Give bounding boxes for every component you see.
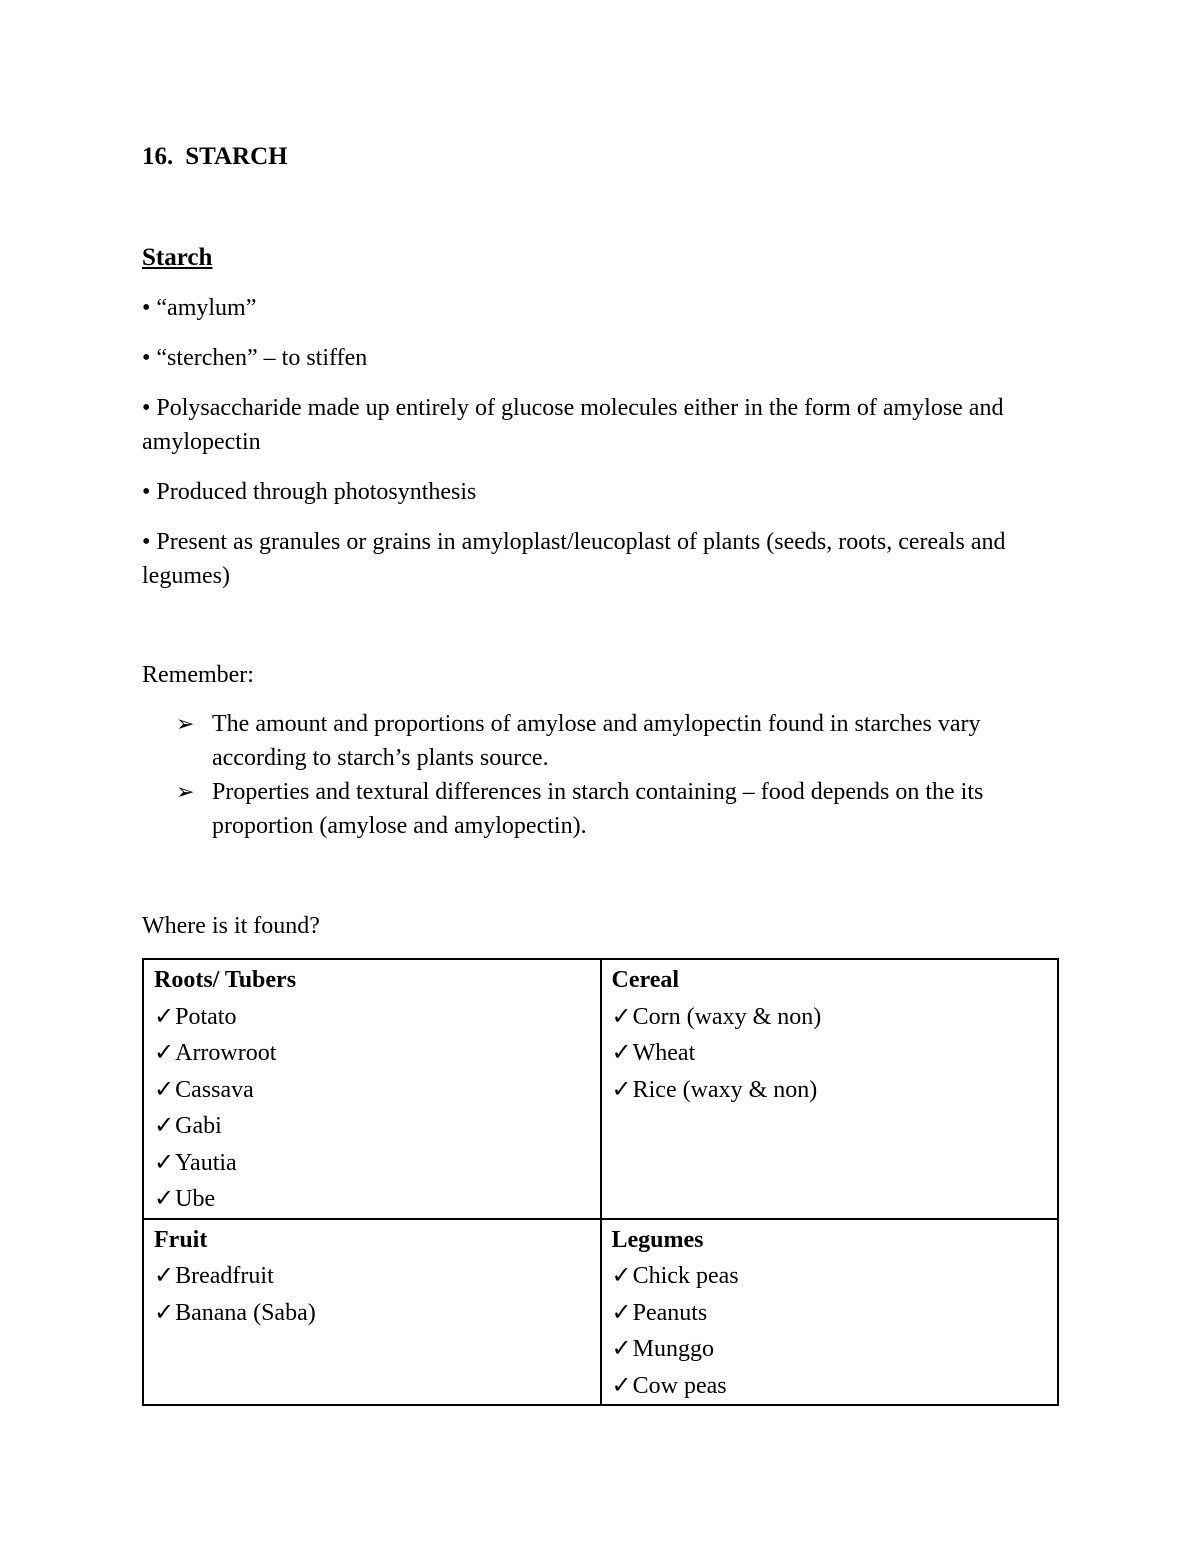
check-icon: ✓ bbox=[611, 1040, 632, 1066]
remember-list bbox=[176, 707, 1056, 843]
list-item bbox=[612, 1072, 1048, 1109]
list-item bbox=[154, 1108, 590, 1145]
starch-bullet-list bbox=[142, 291, 1042, 609]
item-text: Arrowroot bbox=[175, 1040, 277, 1066]
list-item bbox=[612, 1258, 1048, 1295]
sources-table bbox=[142, 958, 1059, 1406]
bullet-text: Present as granules or grains in amyloplast/leucoplast of plants (seeds, roots, cereals and legumes) bbox=[142, 529, 1006, 589]
bullet-text: Produced through photosynthesis bbox=[156, 479, 477, 505]
list-item bbox=[154, 1072, 590, 1109]
item-text: Cow peas bbox=[632, 1372, 727, 1399]
section-title: STARCH bbox=[185, 143, 288, 170]
list-item bbox=[612, 1368, 1048, 1405]
list-item bbox=[154, 1295, 590, 1332]
check-icon: ✓ bbox=[611, 1003, 632, 1030]
section-heading bbox=[142, 140, 288, 174]
item-text: Ube bbox=[175, 1186, 216, 1212]
check-icon: ✓ bbox=[154, 1076, 175, 1103]
remember-text: The amount and proportions of amylose and amylopectin found in starches vary according to starch’s plants source. bbox=[212, 711, 981, 771]
bullet-icon: • bbox=[142, 395, 151, 421]
list-item bbox=[612, 1035, 1048, 1072]
bullet-item bbox=[142, 475, 1042, 509]
check-icon: ✓ bbox=[154, 1263, 175, 1289]
item-text: Breadfruit bbox=[175, 1263, 274, 1289]
check-icon: ✓ bbox=[154, 1003, 175, 1030]
bullet-icon: • bbox=[142, 529, 151, 555]
table-cell-fruit bbox=[143, 1219, 601, 1406]
bullet-item bbox=[142, 391, 1042, 459]
remember-text: Properties and textural differences in starch containing – food depends on the its proportion (amylose and amylopectin). bbox=[212, 779, 984, 839]
table-cell-roots-tubers bbox=[143, 959, 601, 1219]
list-item bbox=[154, 1145, 590, 1182]
bullet-text: “amylum” bbox=[156, 295, 257, 321]
check-icon: ✓ bbox=[611, 1076, 632, 1103]
list-item bbox=[612, 1331, 1048, 1368]
check-icon: ✓ bbox=[611, 1263, 632, 1289]
item-text: Wheat bbox=[632, 1040, 696, 1066]
arrow-bullet-icon: ➢ bbox=[176, 779, 195, 804]
cell-heading: Cereal bbox=[611, 967, 680, 993]
item-text: Banana (Saba) bbox=[175, 1299, 316, 1326]
item-text: Peanuts bbox=[632, 1299, 708, 1326]
bullet-icon: • bbox=[142, 295, 151, 321]
cell-heading: Roots/ Tubers bbox=[154, 967, 297, 993]
check-icon: ✓ bbox=[154, 1040, 175, 1066]
item-text: Potato bbox=[175, 1003, 237, 1030]
table-cell-legumes bbox=[601, 1219, 1059, 1406]
check-icon: ✓ bbox=[154, 1299, 175, 1326]
bullet-item bbox=[142, 341, 1042, 375]
remember-label: Remember: bbox=[142, 662, 254, 688]
list-item bbox=[154, 1258, 590, 1295]
where-label: Where is it found? bbox=[142, 913, 320, 939]
item-text: Chick peas bbox=[632, 1263, 739, 1289]
cell-heading: Legumes bbox=[611, 1226, 704, 1253]
starch-subheading: Starch bbox=[142, 244, 213, 271]
bullet-icon: • bbox=[142, 345, 151, 371]
check-icon: ✓ bbox=[154, 1113, 175, 1139]
list-item bbox=[154, 999, 590, 1036]
list-item bbox=[154, 1181, 590, 1218]
remember-item bbox=[176, 775, 1056, 843]
item-text: Cassava bbox=[175, 1076, 254, 1103]
check-icon: ✓ bbox=[154, 1186, 175, 1212]
item-text: Rice (waxy & non) bbox=[632, 1076, 818, 1103]
item-text: Gabi bbox=[175, 1113, 222, 1139]
list-item bbox=[154, 1035, 590, 1072]
check-icon: ✓ bbox=[154, 1149, 175, 1176]
bullet-text: “sterchen” – to stiffen bbox=[156, 345, 368, 371]
item-text: Corn (waxy & non) bbox=[632, 1003, 822, 1030]
bullet-text: Polysaccharide made up entirely of glucose molecules either in the form of amylose and amylopectin bbox=[142, 395, 1004, 455]
table-row bbox=[143, 1219, 1058, 1406]
check-icon: ✓ bbox=[611, 1372, 632, 1399]
bullet-item bbox=[142, 525, 1042, 593]
table-cell-cereal bbox=[601, 959, 1059, 1219]
table-row bbox=[143, 959, 1058, 1219]
section-number: 16. bbox=[142, 143, 174, 170]
arrow-bullet-icon: ➢ bbox=[176, 711, 195, 736]
remember-item bbox=[176, 707, 1056, 775]
list-item bbox=[612, 1295, 1048, 1332]
item-text: Yautia bbox=[175, 1149, 237, 1176]
bullet-item bbox=[142, 291, 1042, 325]
list-item bbox=[612, 999, 1048, 1036]
item-text: Munggo bbox=[632, 1336, 714, 1362]
bullet-icon: • bbox=[142, 479, 151, 505]
check-icon: ✓ bbox=[611, 1336, 632, 1362]
check-icon: ✓ bbox=[611, 1299, 632, 1326]
cell-heading: Fruit bbox=[154, 1226, 208, 1253]
